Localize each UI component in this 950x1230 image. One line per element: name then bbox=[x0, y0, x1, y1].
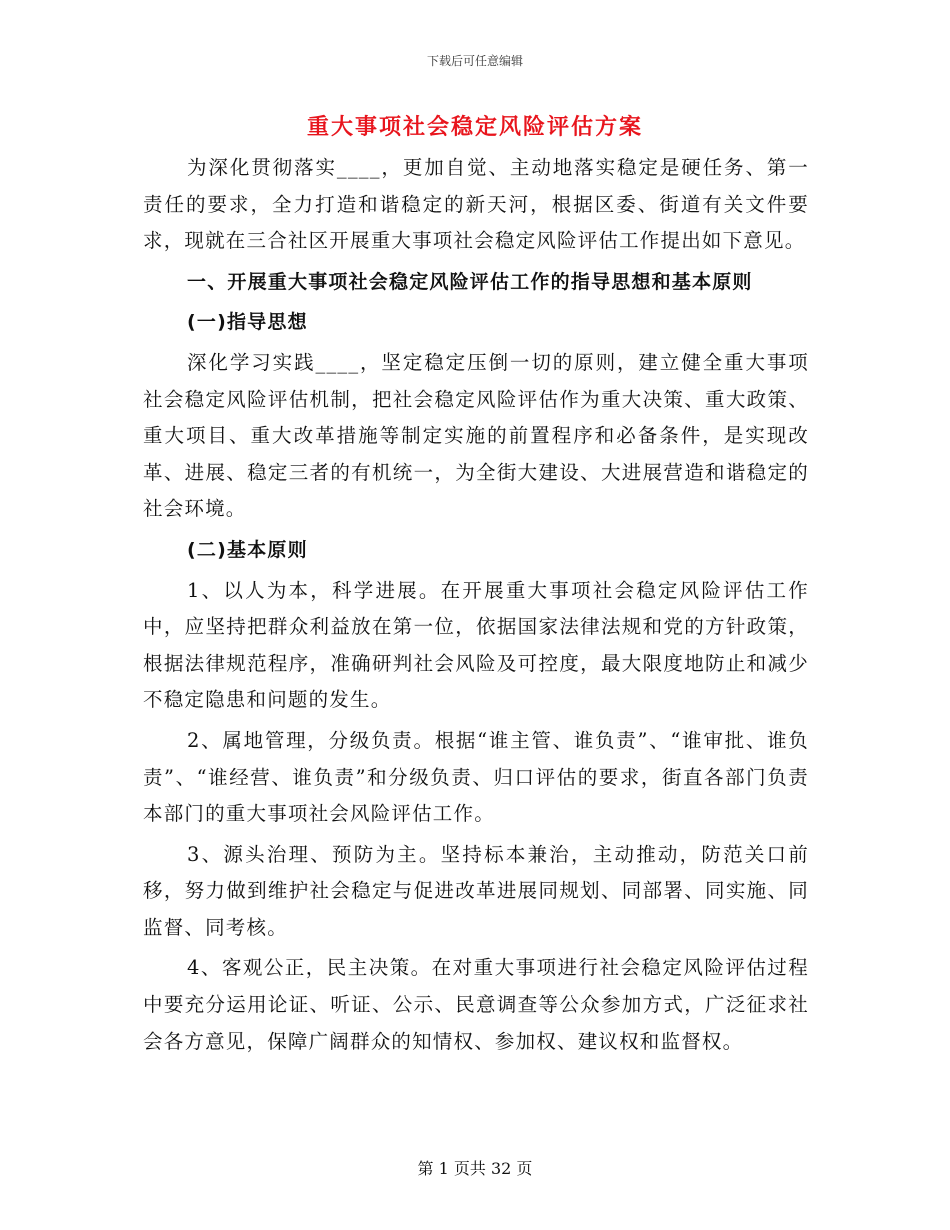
document-title: 重大事项社会稳定风险评估方案 bbox=[306, 115, 643, 140]
document-body bbox=[143, 150, 809, 1064]
section-heading: 一、开展重大事项社会稳定风险评估工作的指导思想和基本原则 bbox=[187, 270, 753, 293]
subsection-heading-guiding: (一)指导思想 bbox=[187, 311, 308, 334]
page-number: 第 1 页共 32 页 bbox=[417, 1159, 533, 1178]
principle-paragraph: 2、属地管理，分级负责。根据“谁主管、谁负责”、“谁审批、谁负责”、“谁经营、谁负责”和分级负责、归口评估的要求，街直各部门负责本部门的重大事项社会风险评估工作。 bbox=[143, 728, 809, 826]
principle-paragraph: 3、源头治理、预防为主。坚持标本兼治，主动推动，防范关口前移，努力做到维护社会稳定与促进改革进展同规划、同部署、同实施、同监督、同考核。 bbox=[143, 842, 809, 939]
page-header-note: 下载后可任意编辑 bbox=[426, 54, 523, 68]
principle-paragraph: 4、客观公正，民主决策。在对重大事项进行社会稳定风险评估过程中要充分运用论证、听证、公示、民意调查等公众参加方式，广泛征求社会各方意见，保障广阔群众的知情权、参加权、建议权和监督权。 bbox=[143, 956, 809, 1053]
guiding-paragraph: 深化学习实践____，坚定稳定压倒一切的原则，建立健全重大事项社会稳定风险评估机制，把社会稳定风险评估作为重大决策、重大政策、重大项目、重大改革措施等制定实施的前置程序和必备条件，是实现改革、进展、稳定三者的有机统一，为全街大建设、大进展营造和谐稳定的社会环境。 bbox=[143, 350, 809, 521]
intro-paragraph: 为深化贯彻落实____，更加自觉、主动地落实稳定是硬任务、第一责任的要求，全力打造和谐稳定的新天河，根据区委、街道有关文件要求，现就在三合社区开展重大事项社会稳定风险评估工作提出如下意见。 bbox=[143, 156, 809, 253]
principle-paragraph: 1、以人为本，科学进展。在开展重大事项社会稳定风险评估工作中，应坚持把群众利益放在第一位，依据国家法律法规和党的方针政策，根据法律规范程序，准确研判社会风险及可控度，最大限度地防止和减少不稳定隐患和问题的发生。 bbox=[143, 578, 809, 712]
subsection-heading-principles: (二)基本原则 bbox=[187, 538, 308, 561]
